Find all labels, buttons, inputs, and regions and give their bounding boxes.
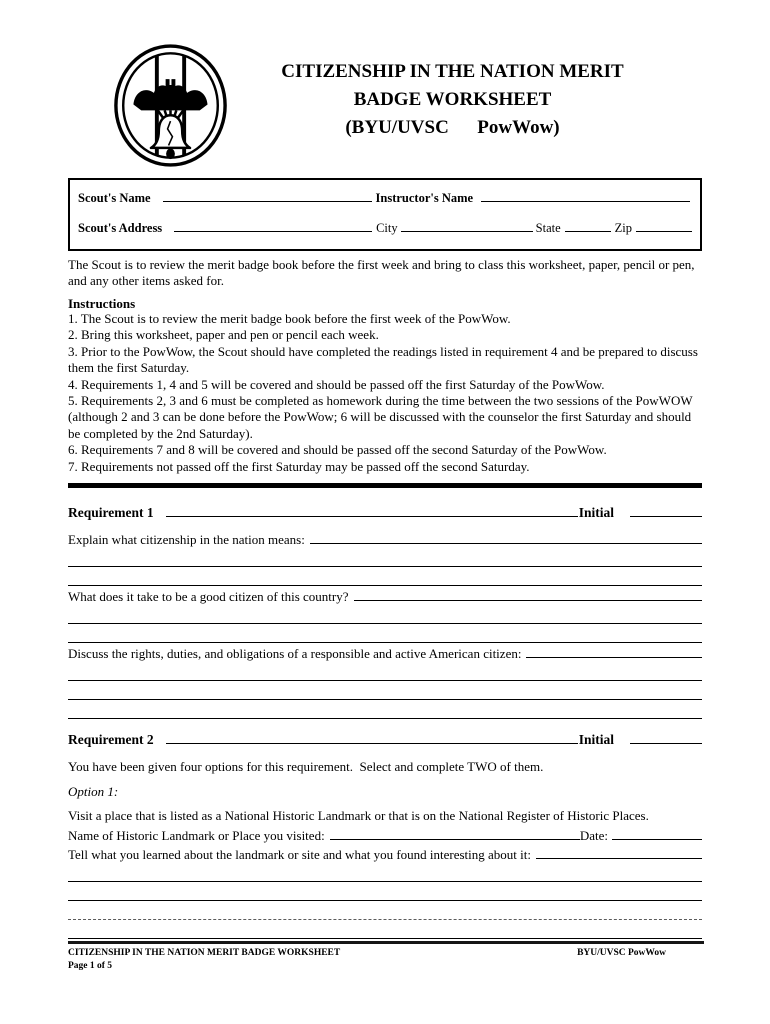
page-title [229,42,702,142]
instruction-item-2: 2. Bring this worksheet, paper and pen or pencil each week. [68,327,379,343]
req2-option1-description: Visit a place that is listed as a National Historic Landmark or that is on the National Register of Historic Places. [68,807,649,823]
instruction-item-6: 6. Requirements 7 and 8 will be covered and should be passed off the second Saturday of the PowWow. [68,442,607,458]
instruction-item-3: 3. Prior to the PowWow, the Scout should have completed the readings listed in requirement 4 and be prepared to discuss them the first Saturday. [68,343,698,376]
zip-label: Zip [614,221,632,235]
requirement-1-header [68,505,702,521]
footer [68,941,704,971]
req2-date-field[interactable] [612,835,702,840]
write-line[interactable] [68,882,702,901]
requirement-2-initial-line[interactable] [630,739,702,744]
requirement-2-label: Requirement 2 [68,731,154,747]
city-label: City [376,221,398,235]
info-row-name [78,191,692,206]
req2-option1-label: Option 1: [68,783,119,799]
requirement-2-initial-label: Initial [578,731,614,747]
write-line[interactable] [68,548,702,567]
instruction-item-4: 4. Requirements 1, 4 and 5 will be covered and should be passed off the first Saturday of the PowWow. [68,376,605,392]
req1-question-1-label: Explain what citizenship in the nation means: [68,531,305,547]
scouts-address-field[interactable] [174,227,372,232]
req1-question-1 [68,532,702,548]
scouts-address-label: Scout's Address [78,221,163,235]
req2-learned-row [68,847,702,863]
footer-divider [68,941,704,944]
scouts-name-field[interactable] [163,197,372,202]
footer-powwow-label: BYU/UVSC PowWow [577,947,666,958]
req1-question-3 [68,646,702,662]
title-line-1: CITIZENSHIP IN THE NATION MERIT [281,61,624,82]
req2-intro: You have been given four options for this requirement. Select and complete TWO of them. [68,758,544,774]
info-row-address [78,221,692,236]
state-field[interactable] [565,227,611,232]
write-line[interactable] [68,700,702,719]
instructors-name-field[interactable] [481,197,690,202]
intro-paragraph: The Scout is to review the merit badge book before the first week and bring to class this worksheet, paper, pencil or pen, and any other items asked for. [68,257,695,288]
requirement-1-initial-label: Initial [578,504,614,520]
instruction-item-1: 1. The Scout is to review the merit badge book before the first week of the PowWow. [68,311,511,326]
req2-visited-row [68,828,702,844]
write-line[interactable] [68,624,702,643]
req2-visited-label: Name of Historic Landmark or Place you visited: [68,827,325,843]
instruction-item-5: 5. Requirements 2, 3 and 6 must be completed as homework during the time between the two sessions of the PowWOW (although 2 and 3 can be done before the PowWow; 6 will be discussed with the counselor the first Saturday and should be completed by the 2nd Saturday). [68,393,693,441]
requirement-2-header [68,732,702,748]
instruction-item-7: 7. Requirements not passed off the first Saturday may be passed off the second Saturday. [68,458,530,474]
req1-answer-2-line[interactable] [354,596,703,601]
header [68,42,702,169]
requirement-1-label: Requirement 1 [68,504,154,520]
instructions-list [68,311,702,475]
instructors-name-label: Instructor's Name [375,191,474,205]
write-line[interactable] [68,605,702,624]
write-line[interactable] [68,920,702,939]
requirement-2-signoff-line[interactable] [166,739,578,744]
req1-answer-1-line[interactable] [310,539,702,544]
req2-visited-field[interactable] [330,835,580,840]
page-number: Page 1 of 5 [68,960,113,971]
section-divider [68,483,702,488]
write-line-dashed[interactable] [68,901,702,920]
req1-question-2-label: What does it take to be a good citizen of this country? [68,588,349,604]
req1-question-3-label: Discuss the rights, duties, and obligations of a responsible and active American citizen: [68,645,522,661]
req2-learned-label: Tell what you learned about the landmark or site and what you found interesting about it: [68,846,531,862]
requirement-1-signoff-line[interactable] [166,512,578,517]
liberty-bell-logo-icon [112,42,229,169]
req1-question-2 [68,589,702,605]
write-line[interactable] [68,681,702,700]
instructions-heading: Instructions [68,296,136,311]
title-line-2: BADGE WORKSHEET [353,89,552,110]
zip-field[interactable] [636,227,692,232]
scouts-name-label: Scout's Name [78,191,151,205]
req2-date-label: Date: [579,827,608,843]
write-line[interactable] [68,863,702,882]
city-field[interactable] [401,227,533,232]
footer-worksheet-title: CITIZENSHIP IN THE NATION MERIT BADGE WORKSHEET [68,947,341,958]
write-line[interactable] [68,567,702,586]
write-line[interactable] [68,662,702,681]
title-line-3: (BYU/UVSC PowWow) [345,117,560,138]
scout-info-box [68,178,702,251]
requirement-1-initial-line[interactable] [630,512,702,517]
state-label: State [535,221,561,235]
req1-answer-3-line[interactable] [526,653,702,658]
req2-learned-field[interactable] [536,854,702,859]
